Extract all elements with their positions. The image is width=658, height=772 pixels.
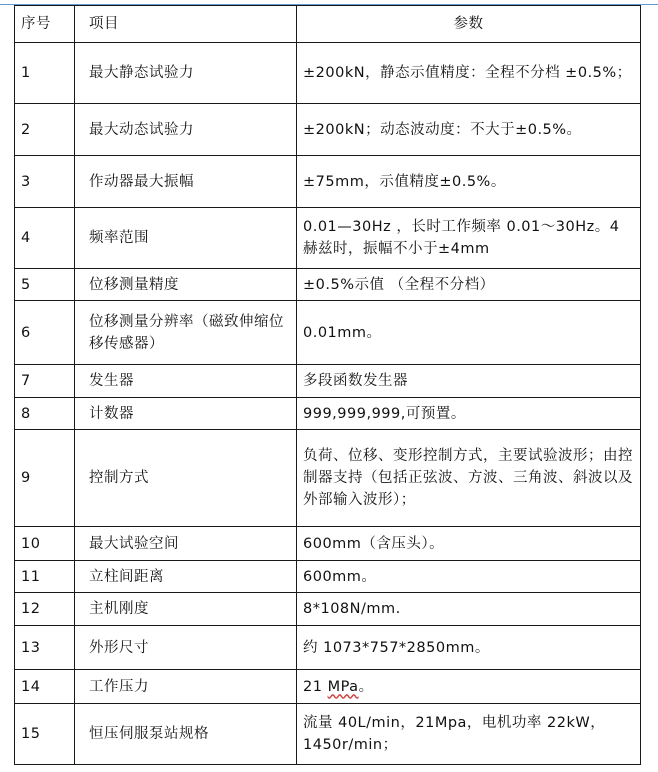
row-item: 外形尺寸 — [75, 626, 297, 670]
spec-table — [14, 5, 641, 765]
header-item: 项目 — [75, 6, 297, 43]
table-row — [15, 561, 641, 593]
table-row — [15, 593, 641, 626]
row-param: 600mm。 — [297, 561, 641, 593]
row-param: 999,999,999,可预置。 — [297, 398, 641, 430]
param-unit-flagged: MPa — [327, 678, 359, 695]
row-param: 600mm（含压头）。 — [297, 527, 641, 561]
row-item: 发生器 — [75, 365, 297, 398]
row-param: ±200kN，静态示值精度：全程不分档 ±0.5%； — [297, 43, 641, 104]
row-param: 多段函数发生器 — [297, 365, 641, 398]
row-item: 立柱间距离 — [75, 561, 297, 593]
row-param: 流量 40L/min，21Mpa，电机功率 22kW，1450r/min； — [297, 704, 641, 765]
table-row — [15, 156, 641, 208]
row-no: 10 — [15, 527, 75, 561]
row-no: 15 — [15, 704, 75, 765]
table-row — [15, 365, 641, 398]
row-param: ±200kN；动态波动度：不大于±0.5%。 — [297, 104, 641, 156]
row-no: 8 — [15, 398, 75, 430]
table-row — [15, 626, 641, 670]
row-no: 3 — [15, 156, 75, 208]
row-item: 主机刚度 — [75, 593, 297, 626]
row-param: 负荷、位移、变形控制方式，主要试验波形；由控制器支持（包括正弦波、方波、三角波、斜波以及外部输入波形）； — [297, 430, 641, 527]
row-no: 12 — [15, 593, 75, 626]
row-param: 约 1073*757*2850mm。 — [297, 626, 641, 670]
row-no: 6 — [15, 301, 75, 365]
row-item: 位移测量精度 — [75, 269, 297, 301]
table-row — [15, 269, 641, 301]
row-no: 5 — [15, 269, 75, 301]
row-param — [297, 670, 641, 704]
row-item: 位移测量分辨率（磁致伸缩位移传感器） — [75, 301, 297, 365]
row-no: 13 — [15, 626, 75, 670]
row-param: ±0.5%示值 （全程不分档） — [297, 269, 641, 301]
table-row — [15, 398, 641, 430]
table-row — [15, 704, 641, 765]
row-param: ±75mm，示值精度±0.5%。 — [297, 156, 641, 208]
row-no: 2 — [15, 104, 75, 156]
table-row — [15, 104, 641, 156]
param-value: 21 — [303, 678, 328, 695]
row-no: 1 — [15, 43, 75, 104]
row-item: 最大静态试验力 — [75, 43, 297, 104]
row-item: 频率范围 — [75, 208, 297, 269]
row-no: 11 — [15, 561, 75, 593]
table-row — [15, 670, 641, 704]
param-end: 。 — [358, 678, 374, 695]
header-param: 参数 — [297, 6, 641, 43]
header-no: 序号 — [15, 6, 75, 43]
header-row — [15, 6, 641, 43]
row-item: 最大动态试验力 — [75, 104, 297, 156]
row-param: 0.01—30Hz ，长时工作频率 0.01～30Hz。4 赫兹时，振幅不小于±4mm — [297, 208, 641, 269]
row-no: 7 — [15, 365, 75, 398]
row-item: 工作压力 — [75, 670, 297, 704]
table-row — [15, 301, 641, 365]
table-row — [15, 43, 641, 104]
row-item: 最大试验空间 — [75, 527, 297, 561]
row-item: 计数器 — [75, 398, 297, 430]
row-item: 恒压伺服泵站规格 — [75, 704, 297, 765]
row-param: 8*108N/mm. — [297, 593, 641, 626]
row-no: 4 — [15, 208, 75, 269]
table-row — [15, 527, 641, 561]
row-no: 9 — [15, 430, 75, 527]
row-no: 14 — [15, 670, 75, 704]
row-item: 控制方式 — [75, 430, 297, 527]
table-row — [15, 430, 641, 527]
table-row — [15, 208, 641, 269]
row-item: 作动器最大振幅 — [75, 156, 297, 208]
row-param: 0.01mm。 — [297, 301, 641, 365]
